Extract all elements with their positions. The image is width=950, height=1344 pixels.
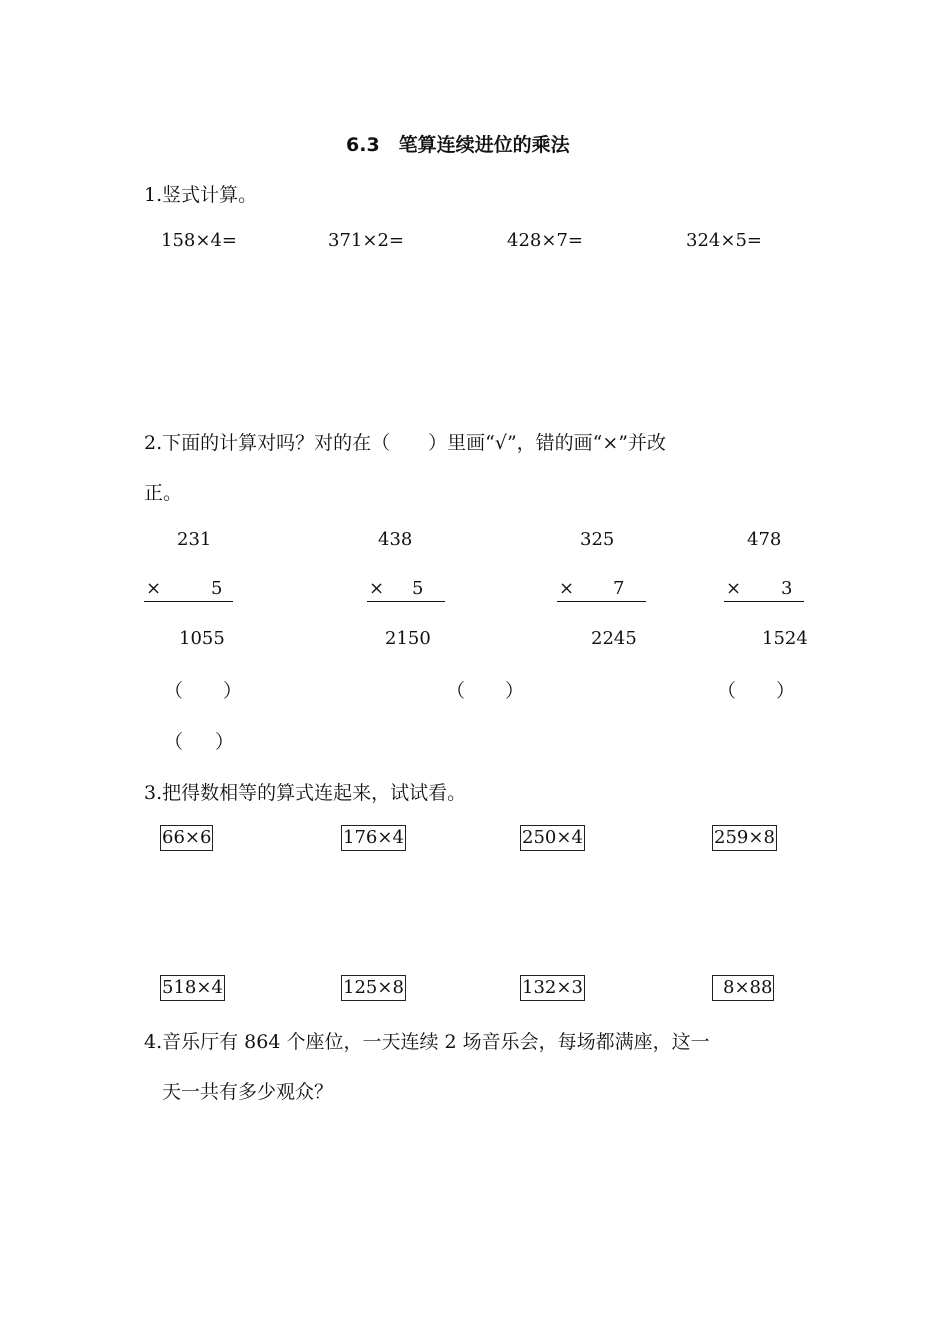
times-sign: × [369,578,385,599]
page-title: 6.3 笔算连续进位的乘法 [346,134,570,156]
multiplicand: 231 [177,529,212,550]
multiplicand: 478 [747,529,782,550]
question-2-text-cont: 正。 [144,482,183,504]
product: 2150 [385,628,431,649]
multiplier: 5 [211,578,223,599]
answer-paren-open: （ [717,680,737,702]
answer-paren-close: ） [776,680,796,702]
times-sign: × [559,578,575,599]
expression-box[interactable]: 250×4 [520,825,585,851]
q1-expression: 371×2= [328,230,404,251]
multiplicand: 438 [378,529,413,550]
answer-paren-close: ） [215,731,235,753]
times-sign: × [726,578,742,599]
product: 1524 [762,628,808,649]
q1-expression: 428×7= [507,230,583,251]
expression-box[interactable]: 66×6 [160,825,213,851]
answer-paren-open: （ [164,731,184,753]
question-1-text: 1.竖式计算。 [144,184,258,206]
expression-box[interactable]: 259×8 [712,825,777,851]
answer-paren-close: ） [223,680,243,702]
question-2-text: 2.下面的计算对吗？对的在（ ）里画“√”，错的画“×”并改 [144,432,667,454]
expression-box[interactable]: 125×8 [341,975,406,1001]
expression-box[interactable]: 132×3 [520,975,585,1001]
multiplier: 3 [781,578,793,599]
question-4-text: 4.音乐厅有 864 个座位，一天连续 2 场音乐会，每场都满座，这一 [144,1031,710,1053]
expression-box[interactable]: 8×88 [712,975,774,1001]
answer-paren-open: （ [446,680,466,702]
multiplicand: 325 [580,529,615,550]
answer-paren-open: （ [164,680,184,702]
product: 1055 [179,628,225,649]
q1-expression: 324×5= [686,230,762,251]
q1-expression: 158×4= [161,230,237,251]
times-sign: × [146,578,162,599]
multiplier: 5 [412,578,424,599]
expression-box[interactable]: 518×4 [160,975,225,1001]
answer-paren-close: ） [505,680,525,702]
question-3-text: 3.把得数相等的算式连起来，试试看。 [144,782,467,804]
expression-box[interactable]: 176×4 [341,825,406,851]
product: 2245 [591,628,637,649]
multiplier: 7 [613,578,625,599]
question-4-text-cont: 天一共有多少观众？ [162,1081,334,1103]
